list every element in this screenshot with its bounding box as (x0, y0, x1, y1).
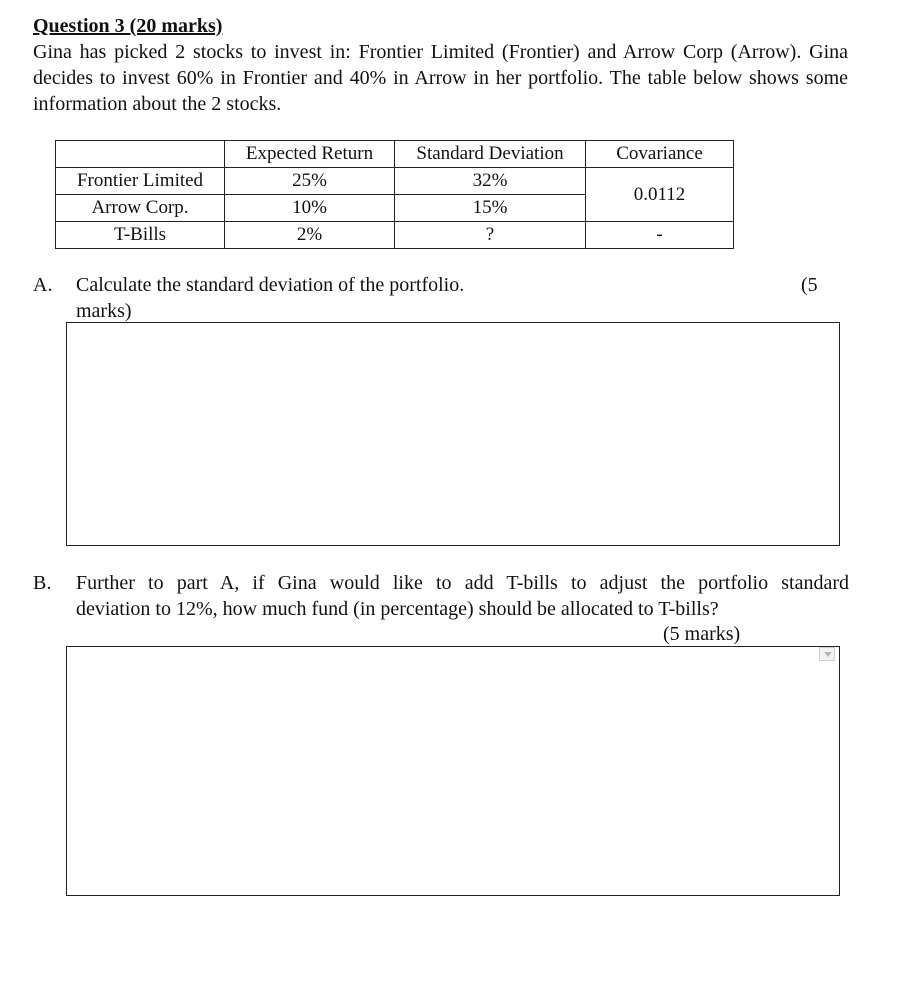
chevron-down-icon[interactable] (819, 647, 835, 661)
row-name-frontier: Frontier Limited (56, 168, 225, 195)
stock-info-table (55, 140, 734, 249)
part-b-letter: B. (33, 572, 52, 594)
cell-expected-return: 10% (225, 195, 395, 222)
part-a-question: Calculate the standard deviation of the portfolio. (76, 274, 465, 296)
part-a-marks-close: marks) (76, 300, 132, 322)
table-row (56, 168, 734, 195)
part-b-answer-box[interactable] (66, 646, 840, 896)
table-header-row (56, 141, 734, 168)
cell-std-dev: ? (395, 222, 586, 249)
cell-std-dev: 15% (395, 195, 586, 222)
cell-std-dev: 32% (395, 168, 586, 195)
table-row (56, 222, 734, 249)
header-expected-return: Expected Return (225, 141, 395, 168)
part-b-question-line1: Further to part A, if Gina would like to add T-bills to adjust the portfolio standard (76, 572, 849, 594)
row-name-tbills: T-Bills (56, 222, 225, 249)
part-b-question-line2: deviation to 12%, how much fund (in percentage) should be allocated to T-bills? (76, 598, 719, 620)
question-title: Question 3 (20 marks) (33, 15, 223, 37)
table-corner-cell (56, 141, 225, 168)
part-a-letter: A. (33, 274, 53, 296)
part-b-marks: (5 marks) (663, 623, 741, 645)
part-a-marks-open: (5 (801, 274, 818, 296)
cell-expected-return: 25% (225, 168, 395, 195)
row-name-arrow: Arrow Corp. (56, 195, 225, 222)
header-covariance: Covariance (586, 141, 734, 168)
question-intro: Gina has picked 2 stocks to invest in: Frontier Limited (Frontier) and Arrow Corp (Arrow). Gina decides to invest 60% in Frontier and 40% in Arrow in her portfolio. The table below shows some information about the 2 stocks. (33, 41, 848, 115)
cell-covariance-shared: 0.0112 (586, 168, 734, 222)
header-standard-deviation: Standard Deviation (395, 141, 586, 168)
cell-expected-return: 2% (225, 222, 395, 249)
part-a-answer-box[interactable] (66, 322, 840, 546)
cell-covariance: - (586, 222, 734, 249)
